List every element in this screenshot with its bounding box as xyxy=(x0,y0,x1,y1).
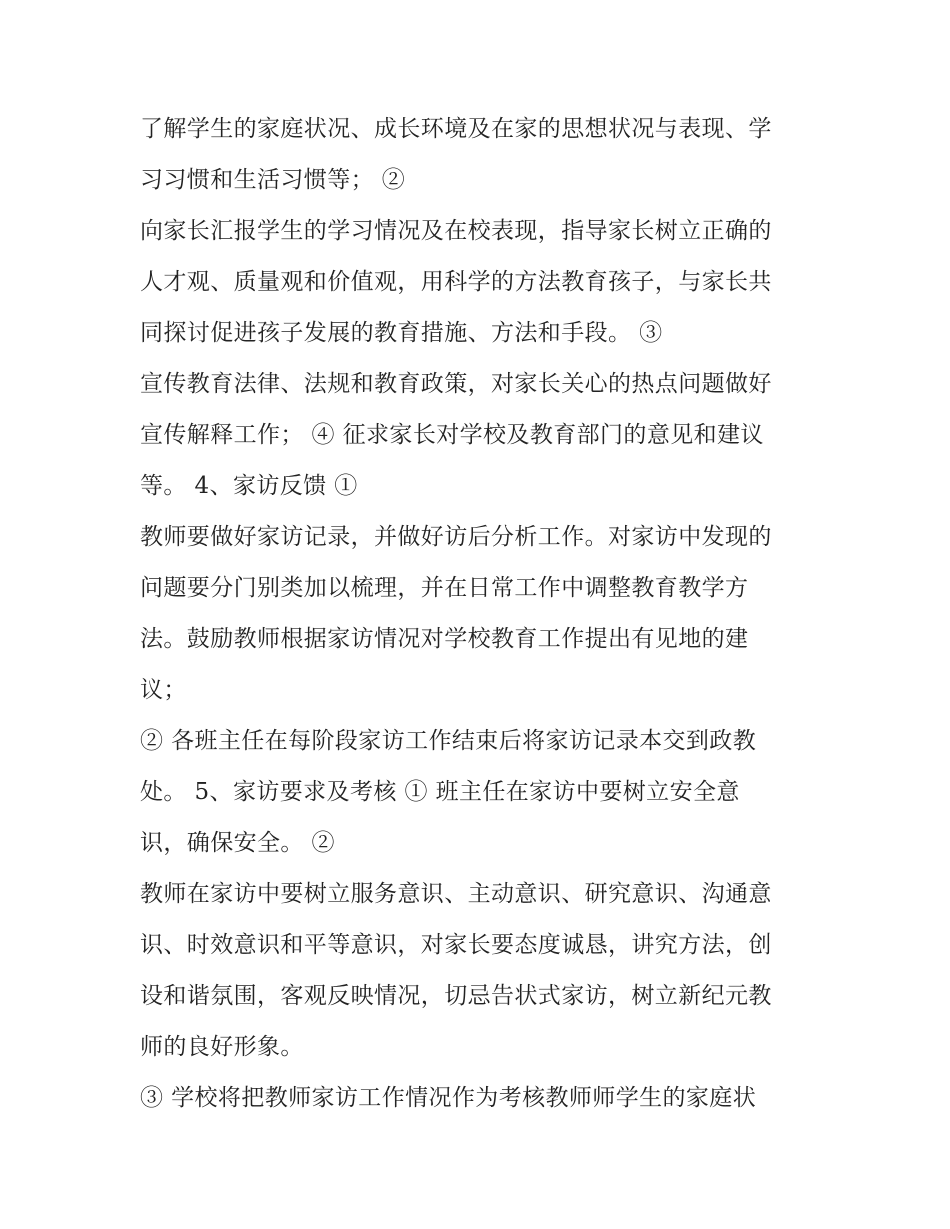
text-line-11: 法。鼓励教师根据家访情况对学校教育工作提出有见地的建 xyxy=(140,626,749,652)
text-line-13: ② 各班主任在每阶段家访工作结束后将家访记录本交到政教 xyxy=(140,728,757,754)
text-line-15: 识，确保安全。 ② xyxy=(140,830,335,856)
text-line-14: 处。 5、家访要求及考核 ① 班主任在家访中要树立安全意 xyxy=(140,779,740,805)
text-line-5: 同探讨促进孩子发展的教育措施、方法和手段。 ③ xyxy=(140,320,663,346)
text-line-18: 设和谐氛围，客观反映情况，切忌告状式家访，树立新纪元教 xyxy=(140,983,772,1009)
text-line-3: 向家长汇报学生的学习情况及在校表现，指导家长树立正确的 xyxy=(140,218,772,244)
text-line-2: 习习惯和生活习惯等； ② xyxy=(140,167,406,193)
text-line-1: 了解学生的家庭状况、成长环境及在家的思想状况与表现、学 xyxy=(140,116,772,142)
text-line-7: 宣传解释工作； ④ 征求家长对学校及教育部门的意见和建议 xyxy=(140,422,764,448)
text-line-19: 师的良好形象。 xyxy=(140,1034,304,1060)
text-line-16: 教师在家访中要树立服务意识、主动意识、研究意识、沟通意 xyxy=(140,881,772,907)
text-line-20: ③ 学校将把教师家访工作情况作为考核教师师学生的家庭状 xyxy=(140,1085,757,1111)
text-line-12: 议； xyxy=(140,677,187,703)
text-line-6: 宣传教育法律、法规和教育政策，对家长关心的热点问题做好 xyxy=(140,371,772,397)
body-text xyxy=(140,104,830,1124)
text-line-4: 人才观、质量观和价值观，用科学的方法教育孩子，与家长共 xyxy=(140,269,772,295)
text-line-17: 识、时效意识和平等意识，对家长要态度诚恳，讲究方法，创 xyxy=(140,932,772,958)
text-line-9: 教师要做好家访记录，并做好访后分析工作。对家访中发现的 xyxy=(140,524,772,550)
text-line-10: 问题要分门别类加以梳理，并在日常工作中调整教育教学方 xyxy=(140,575,749,601)
text-line-8: 等。 4、家访反馈 ① xyxy=(140,473,358,499)
